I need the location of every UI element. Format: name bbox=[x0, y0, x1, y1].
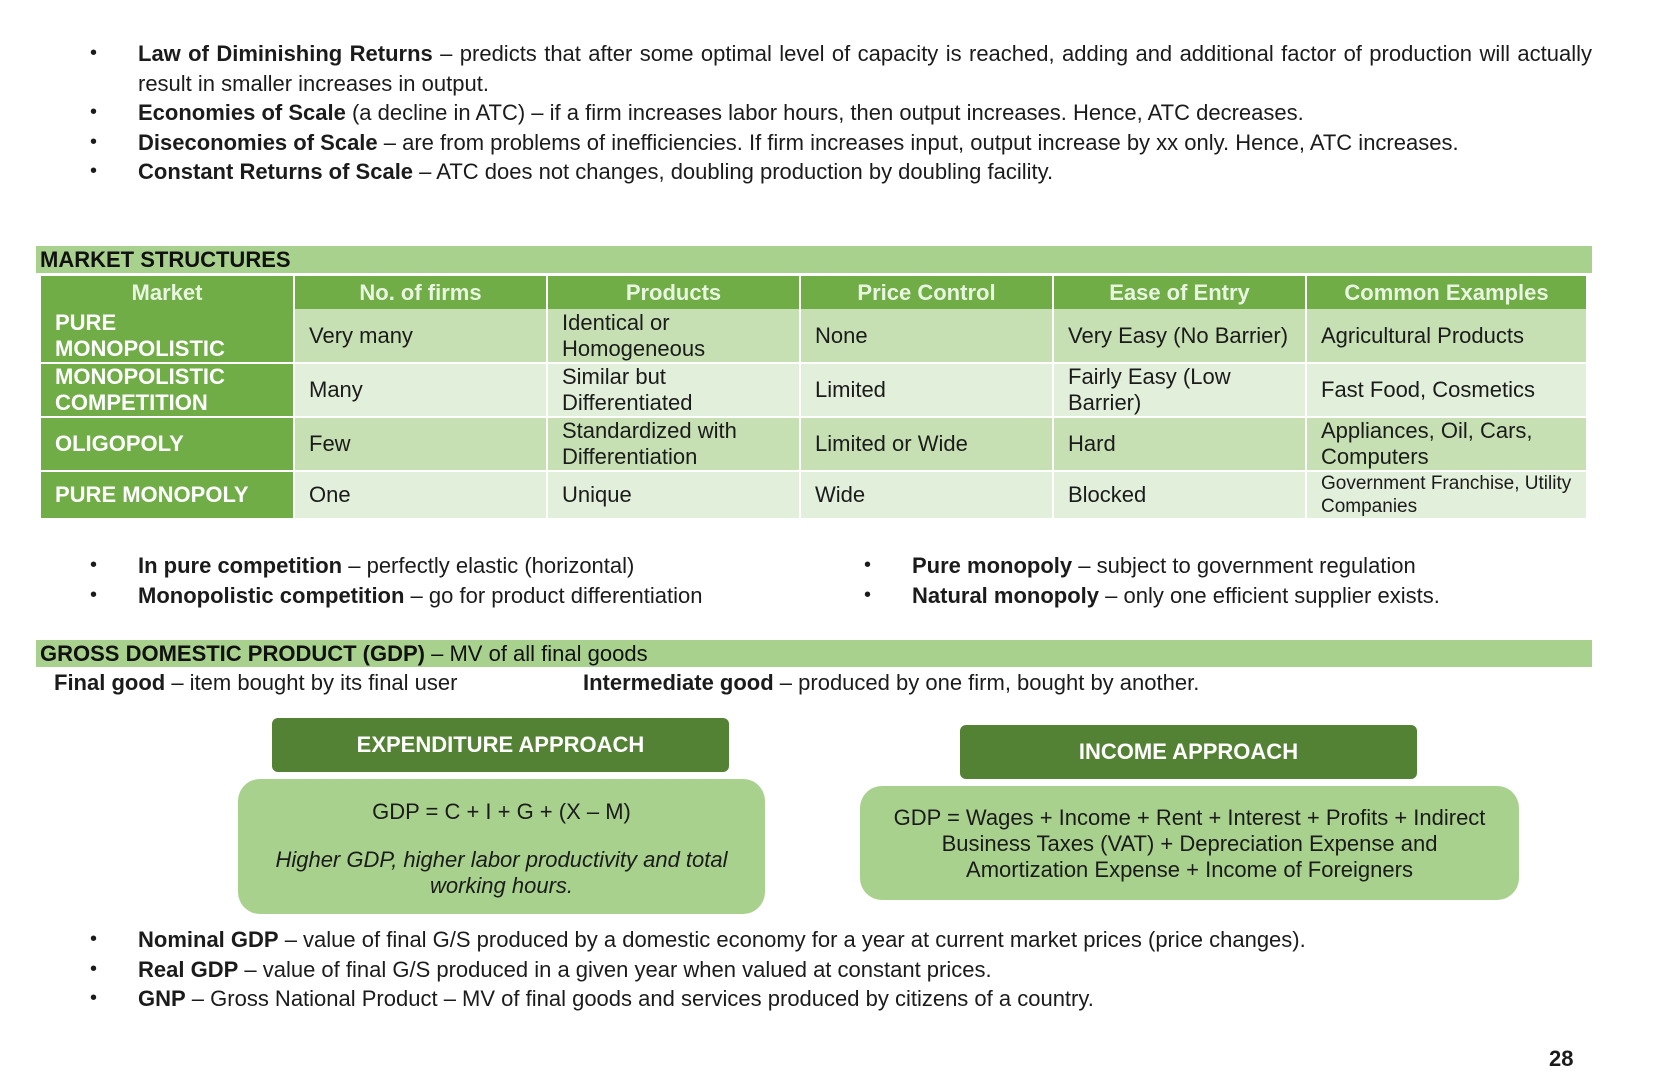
top-bullet-list bbox=[90, 39, 1592, 187]
income-approach-box bbox=[860, 786, 1519, 900]
market-cell: MONOPOLISTIC COMPETITION bbox=[41, 363, 294, 417]
list-item: • Monopolistic competition – go for product differentiation bbox=[90, 581, 810, 611]
list-item: • Real GDP – value of final G/S produced in a given year when valued at constant prices. bbox=[90, 955, 1592, 985]
table-row bbox=[41, 309, 1587, 363]
table-cell: None bbox=[800, 309, 1053, 363]
table-header-row bbox=[41, 276, 1587, 309]
column-header: Common Examples bbox=[1306, 276, 1587, 309]
column-header: Ease of Entry bbox=[1053, 276, 1306, 309]
expenditure-approach-box bbox=[238, 779, 765, 914]
list-item: • Constant Returns of Scale – ATC does not changes, doubling production by doubling facility. bbox=[90, 157, 1592, 187]
table-cell: Unique bbox=[547, 471, 800, 519]
list-item: • Diseconomies of Scale – are from problems of inefficiencies. If firm increases input, output increase by xx only. Hence, ATC increases. bbox=[90, 128, 1592, 158]
column-header: Products bbox=[547, 276, 800, 309]
list-item: • GNP – Gross National Product – MV of final goods and services produced by citizens of a country. bbox=[90, 984, 1592, 1014]
column-header: Market bbox=[41, 276, 294, 309]
competition-bullet-list bbox=[90, 551, 810, 610]
column-header: No. of firms bbox=[294, 276, 547, 309]
table-cell: Few bbox=[294, 417, 547, 471]
table-cell: Limited or Wide bbox=[800, 417, 1053, 471]
expenditure-formula: GDP = C + I + G + (X – M) bbox=[372, 799, 631, 824]
table-row bbox=[41, 471, 1587, 519]
market-cell: PURE MONOPOLISTIC bbox=[41, 309, 294, 363]
market-cell: OLIGOPOLY bbox=[41, 417, 294, 471]
table-row bbox=[41, 363, 1587, 417]
column-header: Price Control bbox=[800, 276, 1053, 309]
list-item: • Nominal GDP – value of final G/S produced by a domestic economy for a year at current market prices (price changes). bbox=[90, 925, 1592, 955]
table-cell: Agricultural Products bbox=[1306, 309, 1587, 363]
list-item: • Pure monopoly – subject to government regulation bbox=[864, 551, 1584, 581]
market-structures-table bbox=[41, 276, 1588, 520]
page-number: 28 bbox=[1549, 1046, 1574, 1071]
market-structures-title: MARKET STRUCTURES bbox=[36, 246, 1592, 273]
table-cell: Government Franchise, Utility Companies bbox=[1306, 471, 1587, 519]
list-item: • Natural monopoly – only one efficient supplier exists. bbox=[864, 581, 1584, 611]
table-cell: Very many bbox=[294, 309, 547, 363]
final-good-definition: Final good – item bought by its final user bbox=[54, 670, 458, 695]
table-cell: Limited bbox=[800, 363, 1053, 417]
table-cell: Similar but Differentiated bbox=[547, 363, 800, 417]
table-cell: Fast Food, Cosmetics bbox=[1306, 363, 1587, 417]
gdp-title: GROSS DOMESTIC PRODUCT (GDP) – MV of all final goods bbox=[36, 640, 1592, 667]
table-cell: Blocked bbox=[1053, 471, 1306, 519]
table-cell: Hard bbox=[1053, 417, 1306, 471]
list-item: • In pure competition – perfectly elastic (horizontal) bbox=[90, 551, 810, 581]
table-cell: One bbox=[294, 471, 547, 519]
table-cell: Appliances, Oil, Cars, Computers bbox=[1306, 417, 1587, 471]
expenditure-approach-header: EXPENDITURE APPROACH bbox=[272, 718, 729, 772]
table-cell: Standardized with Differentiation bbox=[547, 417, 800, 471]
list-item: • Economies of Scale (a decline in ATC) – if a firm increases labor hours, then output increases. Hence, ATC decreases. bbox=[90, 98, 1592, 128]
table-cell: Fairly Easy (Low Barrier) bbox=[1053, 363, 1306, 417]
intermediate-good-definition: Intermediate good – produced by one firm, bought by another. bbox=[583, 670, 1200, 695]
monopoly-bullet-list bbox=[864, 551, 1584, 610]
gdp-bullet-list bbox=[90, 925, 1592, 1014]
expenditure-note: Higher GDP, higher labor productivity and total working hours. bbox=[275, 847, 728, 898]
table-row bbox=[41, 417, 1587, 471]
table-cell: Many bbox=[294, 363, 547, 417]
table-cell: Very Easy (No Barrier) bbox=[1053, 309, 1306, 363]
income-approach-header: INCOME APPROACH bbox=[960, 725, 1417, 779]
market-cell: PURE MONOPOLY bbox=[41, 471, 294, 519]
income-formula: GDP = Wages + Income + Rent + Interest + Profits + Indirect Business Taxes (VAT) + Depreciation Expense and Amortization Expense + Income of Foreigners bbox=[893, 805, 1486, 882]
table-cell: Wide bbox=[800, 471, 1053, 519]
list-item: • Law of Diminishing Returns – predicts that after some optimal level of capacity is reached, adding and additional factor of production will actually result in smaller increases in output. bbox=[90, 39, 1592, 98]
table-cell: Identical or Homogeneous bbox=[547, 309, 800, 363]
